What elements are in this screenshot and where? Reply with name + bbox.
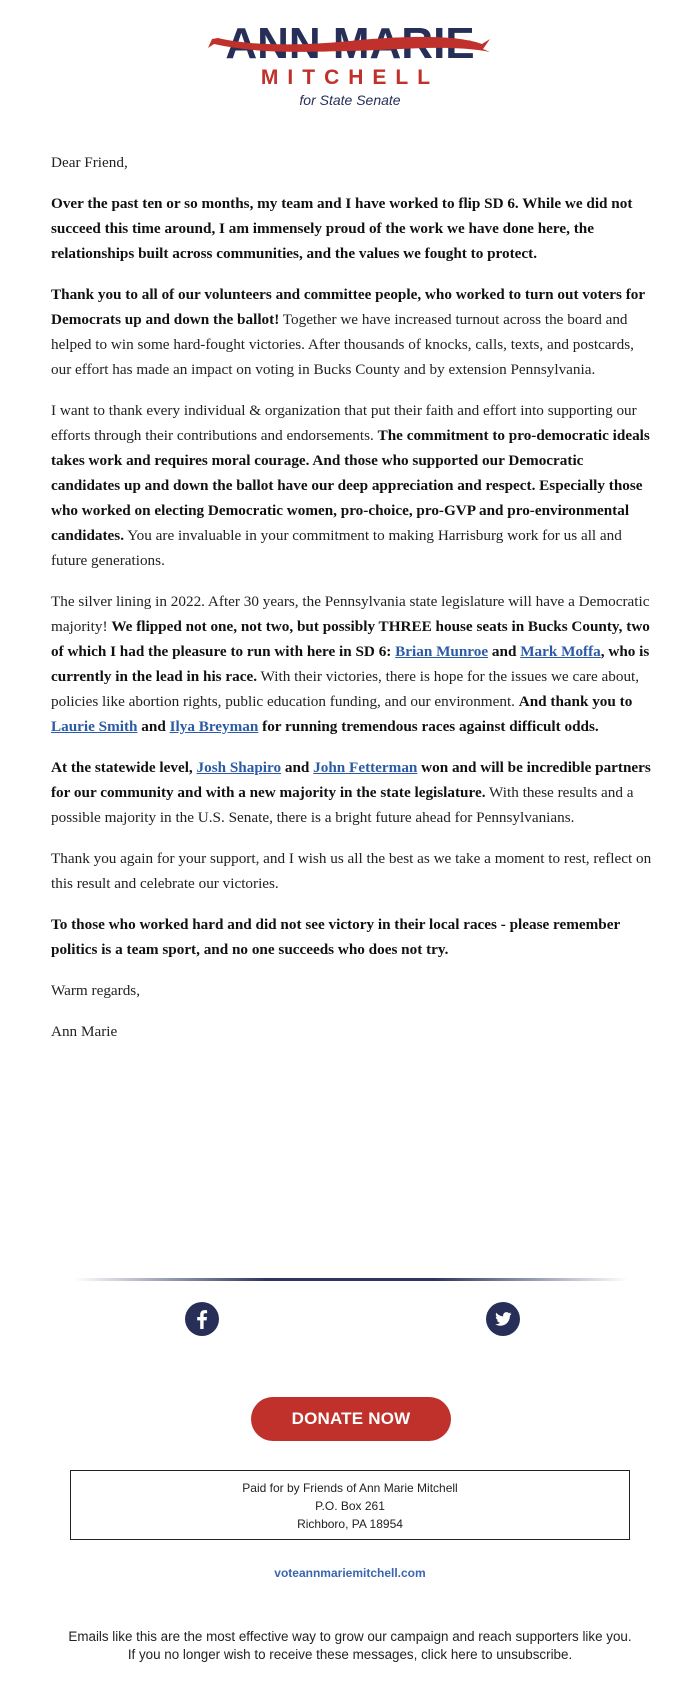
paragraph-1: [51, 191, 653, 266]
paragraph-4-bold-2: , who is currently in the lead in his race.: [51, 643, 650, 685]
link-josh-shapiro[interactable]: Josh Shapiro: [196, 759, 282, 776]
paragraph-5: [51, 755, 653, 830]
paragraph-7: [51, 912, 653, 962]
paid-for-line: Paid for by Friends of Ann Marie Mitchell: [242, 1481, 458, 1495]
salutation: [51, 150, 653, 175]
paragraph-4-and-2: and: [137, 718, 170, 735]
logo-name-line2: MITCHELL: [260, 66, 440, 89]
paragraph-2-bold: Thank you to all of our volunteers and committee people, who worked to turn out voters for Democrats up and down the ballot!: [51, 286, 645, 328]
paragraph-5-text: With these results and a possible majority in the U.S. Senate, there is a bright future ahead for Pennsylvanians.: [51, 784, 634, 826]
logo-tagline: for State Senate: [299, 92, 401, 108]
twitter-icon: [486, 1302, 520, 1336]
link-brian-munroe[interactable]: Brian Munroe: [395, 643, 489, 660]
paragraph-5-bold-2: won and will be incredible partners for our community and with a new majority in the state legislature.: [51, 759, 651, 801]
twitter-link[interactable]: [486, 1302, 520, 1336]
signature-text: Ann Marie: [51, 1023, 118, 1040]
paragraph-3-text-b: You are invaluable in your commitment to making Harrisburg work for us all and future generations.: [51, 527, 622, 569]
link-laurie-smith[interactable]: Laurie Smith: [51, 718, 138, 735]
paragraph-1-text: Over the past ten or so months, my team and I have worked to flip SD 6. While we did not succeed this time around, I am immensely proud of the work we have done here, the relationships built across communities, and the values we fought to protect.: [51, 195, 633, 262]
email-footer: [0, 1628, 700, 1664]
paragraph-2-text: Together we have increased turnout across the board and helped to win some hard-fought victories. After thousands of knocks, calls, texts, and postcards, our effort has made an impact on voting in Bucks County and by extension Pennsylvania.: [51, 311, 634, 378]
link-mark-moffa[interactable]: Mark Moffa: [520, 643, 601, 660]
paragraph-4: [51, 589, 653, 739]
facebook-link[interactable]: [185, 1302, 219, 1336]
paragraph-5-bold-1: At the statewide level,: [51, 759, 197, 776]
website-link-wrapper: [0, 1566, 700, 1580]
paragraph-4-bold-3: And thank you to: [518, 693, 633, 710]
donate-button[interactable]: DONATE NOW: [251, 1397, 451, 1441]
footer-line-1: Emails like this are the most effective way to grow our campaign and reach supporters like you.: [68, 1629, 632, 1644]
paragraph-6-text: Thank you again for your support, and I wish us all the best as we take a moment to rest, reflect on this result and celebrate our victories.: [51, 850, 652, 892]
paragraph-3: [51, 398, 653, 573]
paragraph-2: [51, 282, 653, 382]
city-line: Richboro, PA 18954: [297, 1517, 403, 1531]
paragraph-5-and: and: [281, 759, 314, 776]
paragraph-7-text: To those who worked hard and did not see victory in their local races - please remember politics is a team sport, and no one succeeds who does not try.: [51, 916, 620, 958]
closing-text: Warm regards,: [51, 982, 141, 999]
paragraph-4-and-1: and: [488, 643, 521, 660]
letter-body: [51, 150, 653, 1060]
paragraph-4-bold-1: We flipped not one, not two, but possibly THREE house seats in Bucks County, two of which I had the pleasure to run with here in SD 6:: [51, 618, 650, 660]
link-john-fetterman[interactable]: John Fetterman: [313, 759, 418, 776]
campaign-logo: [0, 14, 700, 124]
paragraph-4-bold-4: for running tremendous races against difficult odds.: [258, 718, 599, 735]
salutation-text: Dear Friend,: [51, 154, 128, 171]
paragraph-3-text-a: I want to thank every individual & organization that put their faith and effort into supporting our efforts through their contributions and endorsements.: [51, 402, 637, 444]
signature: [51, 1019, 653, 1044]
paragraph-3-bold: The commitment to pro-democratic ideals takes work and requires moral courage. And those who supported our Democratic candidates up and down the ballot have our deep appreciation and respect. Especially those who worked on electing Democratic women, pro-choice, pro-GVP and pro-environmental candidates.: [51, 427, 650, 544]
link-ilya-breyman[interactable]: Ilya Breyman: [169, 718, 259, 735]
closing: [51, 978, 653, 1003]
paragraph-6: [51, 846, 653, 896]
website-link[interactable]: voteannmariemitchell.com: [274, 1566, 426, 1580]
footer-divider: [74, 1278, 628, 1281]
unsubscribe-link[interactable]: If you no longer wish to receive these messages, click here to unsubscribe.: [127, 1647, 573, 1662]
paragraph-4-text-a: The silver lining in 2022. After 30 years, the Pennsylvania state legislature will have a Democratic majority!: [51, 593, 650, 635]
paragraph-4-text-b: With their victories, there is hope for the issues we care about, policies like abortion rights, public education funding, and our environment.: [51, 668, 640, 710]
po-box-line: P.O. Box 261: [315, 1499, 385, 1513]
facebook-icon: [185, 1302, 219, 1336]
paid-for-box: [70, 1470, 630, 1540]
